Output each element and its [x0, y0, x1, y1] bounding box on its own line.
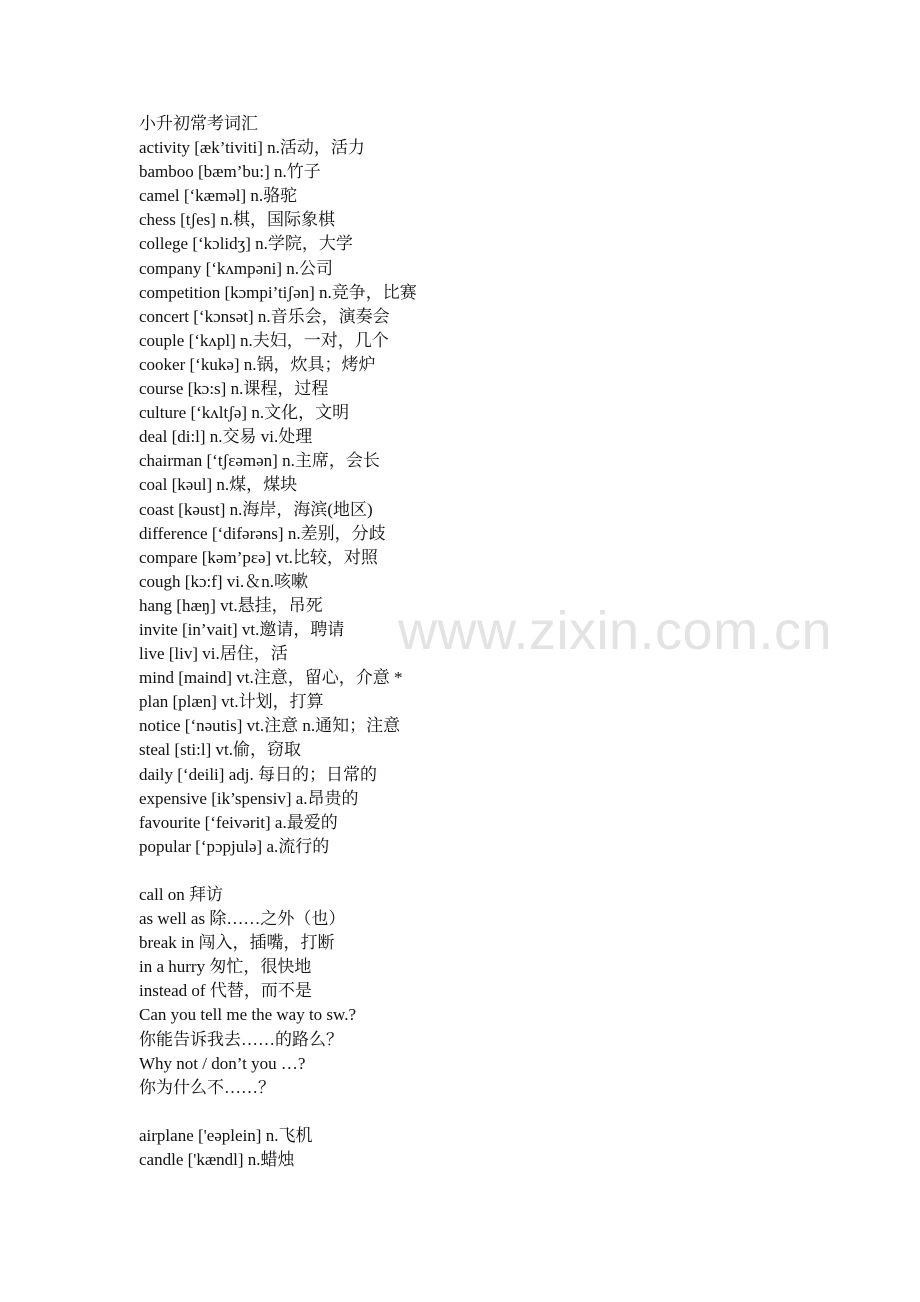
word-entry: mind [maind] vt.注意，留心，介意 *	[139, 668, 403, 688]
word-entry: couple [‘kʌpl] n.夫妇，一对，几个	[139, 330, 389, 350]
word-entry: compare [kəm’pɛə] vt.比较，对照	[139, 547, 378, 567]
word-entry: bamboo [bæm’bu:] n.竹子	[139, 162, 321, 182]
word-entry: expensive [ik’spensiv] a.昂贵的	[139, 788, 359, 808]
document-title: 小升初常考词汇	[139, 114, 258, 133]
word-entry: concert [‘kɔnsət] n.音乐会，演奏会	[139, 306, 390, 326]
word-entry: deal [di:l] n.交易 vi.处理	[139, 427, 313, 447]
phrase-entry: 你能告诉我去……的路么？	[139, 1029, 343, 1049]
blank-line	[139, 859, 859, 883]
word-entry: favourite [‘feivərit] a.最爱的	[139, 812, 338, 832]
word-entry: cooker [‘kukə] n.锅，炊具；烤炉	[139, 354, 376, 374]
phrase-entry: as well as 除……之外（也）	[139, 909, 346, 929]
phrase-entry: Why not / don’t you …?	[139, 1053, 306, 1073]
word-entry: camel [‘kæməl] n.骆驼	[139, 186, 298, 206]
word-entry: company [‘kʌmpəni] n.公司	[139, 258, 334, 278]
word-entry: daily [‘deili] adj. 每日的；日常的	[139, 764, 377, 784]
word-entry: candle ['kændl] n.蜡烛	[139, 1150, 295, 1170]
word-entry: plan [plæn] vt.计划，打算	[139, 692, 324, 712]
word-entry: activity [æk’tiviti] n.活动，活力	[139, 138, 365, 158]
phrase-list	[139, 883, 859, 1100]
word-entry: popular [‘pɔpjulə] a.流行的	[139, 836, 330, 856]
watermark: www.zixin.com.cn	[398, 601, 833, 661]
word-entry: invite [in’vait] vt.邀请，聘请	[139, 619, 345, 639]
word-entry: notice [‘nəutis] vt.注意 n.通知；注意	[139, 716, 401, 736]
word-entry: coal [kəul] n.煤，煤块	[139, 475, 298, 495]
phrase-entry: in a hurry 匆忙，很快地	[139, 957, 312, 977]
word-entry: cough [kɔ:f] vi.＆n.咳嗽	[139, 571, 309, 591]
word-entry: steal [sti:l] vt.偷，窃取	[139, 740, 301, 760]
phrase-entry: call on 拜访	[139, 885, 224, 904]
blank-line	[139, 1100, 859, 1124]
document-page	[139, 112, 859, 1172]
word-entry: college [‘kɔlidʒ] n.学院，大学	[139, 234, 353, 254]
phrase-entry: 你为什么不……？	[139, 1077, 275, 1097]
word-entry: competition [kɔmpi’tiʃən] n.竞争，比赛	[139, 282, 417, 302]
word-entry: coast [kəust] n.海岸，海滨(地区)	[139, 499, 373, 519]
word-entry: live [liv] vi.居住，活	[139, 644, 288, 664]
word-list	[139, 136, 859, 859]
more-word-list	[139, 1124, 859, 1172]
phrase-entry: instead of 代替，而不是	[139, 981, 312, 1001]
word-entry: difference [‘difərəns] n.差别，分歧	[139, 523, 386, 543]
word-entry: chairman [‘tʃɛəmən] n.主席，会长	[139, 451, 380, 471]
phrase-entry: break in 闯入，插嘴，打断	[139, 933, 335, 953]
word-entry: hang [hæŋ] vt.悬挂，吊死	[139, 595, 323, 615]
word-entry: airplane ['eəplein] n.飞机	[139, 1125, 313, 1145]
word-entry: chess [tʃes] n.棋，国际象棋	[139, 210, 335, 230]
phrase-entry: Can you tell me the way to sw.?	[139, 1005, 357, 1025]
word-entry: course [kɔ:s] n.课程，过程	[139, 379, 329, 399]
word-entry: culture [‘kʌltʃə] n.文化，文明	[139, 403, 350, 423]
